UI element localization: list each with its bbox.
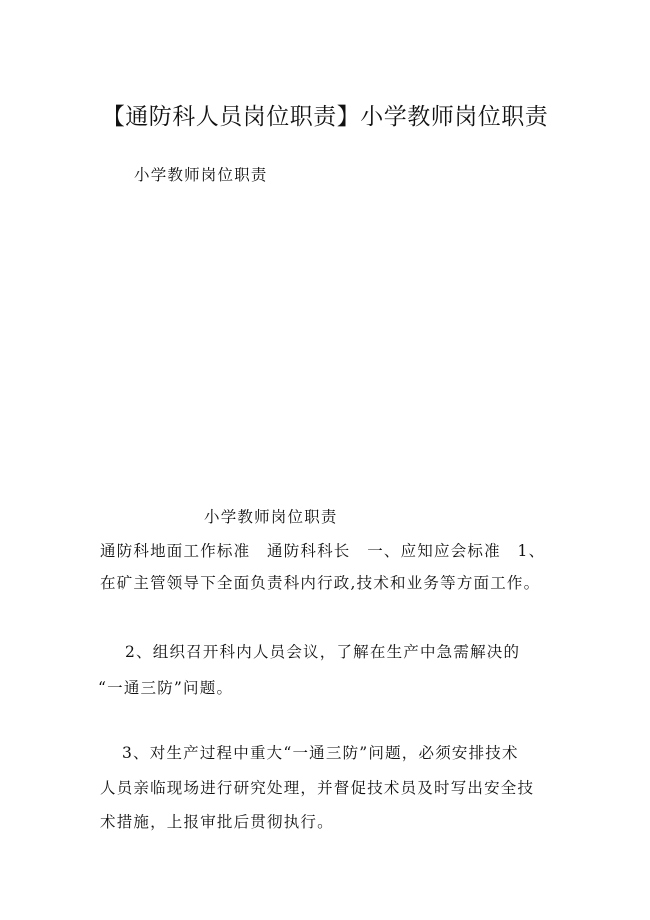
section-heading: 小学教师岗位职责 xyxy=(204,508,338,526)
document-subtitle: 小学教师岗位职责 xyxy=(134,166,268,184)
paragraph-line: “一通三防”问题。 xyxy=(98,679,234,697)
paragraph-line: 通防科地面工作标准 通防科科长 一、应知应会标准 1、 xyxy=(100,542,546,560)
paragraph-line: 3、对生产过程中重大“一通三防”问题，必须安排技术 xyxy=(122,744,519,762)
paragraph-line: 2、组织召开科内人员会议，了解在生产中急需解决的 xyxy=(125,643,521,661)
paragraph-line: 人员亲临现场进行研究处理，并督促技术员及时写出安全技 xyxy=(100,779,535,797)
paragraph-line: 术措施，上报审批后贯彻执行。 xyxy=(100,813,334,831)
paragraph-line: 在矿主管领导下全面负责科内行政,技术和业务等方面工作。 xyxy=(100,574,541,592)
page-title: 【通防科人员岗位职责】小学教师岗位职责 xyxy=(101,104,549,130)
